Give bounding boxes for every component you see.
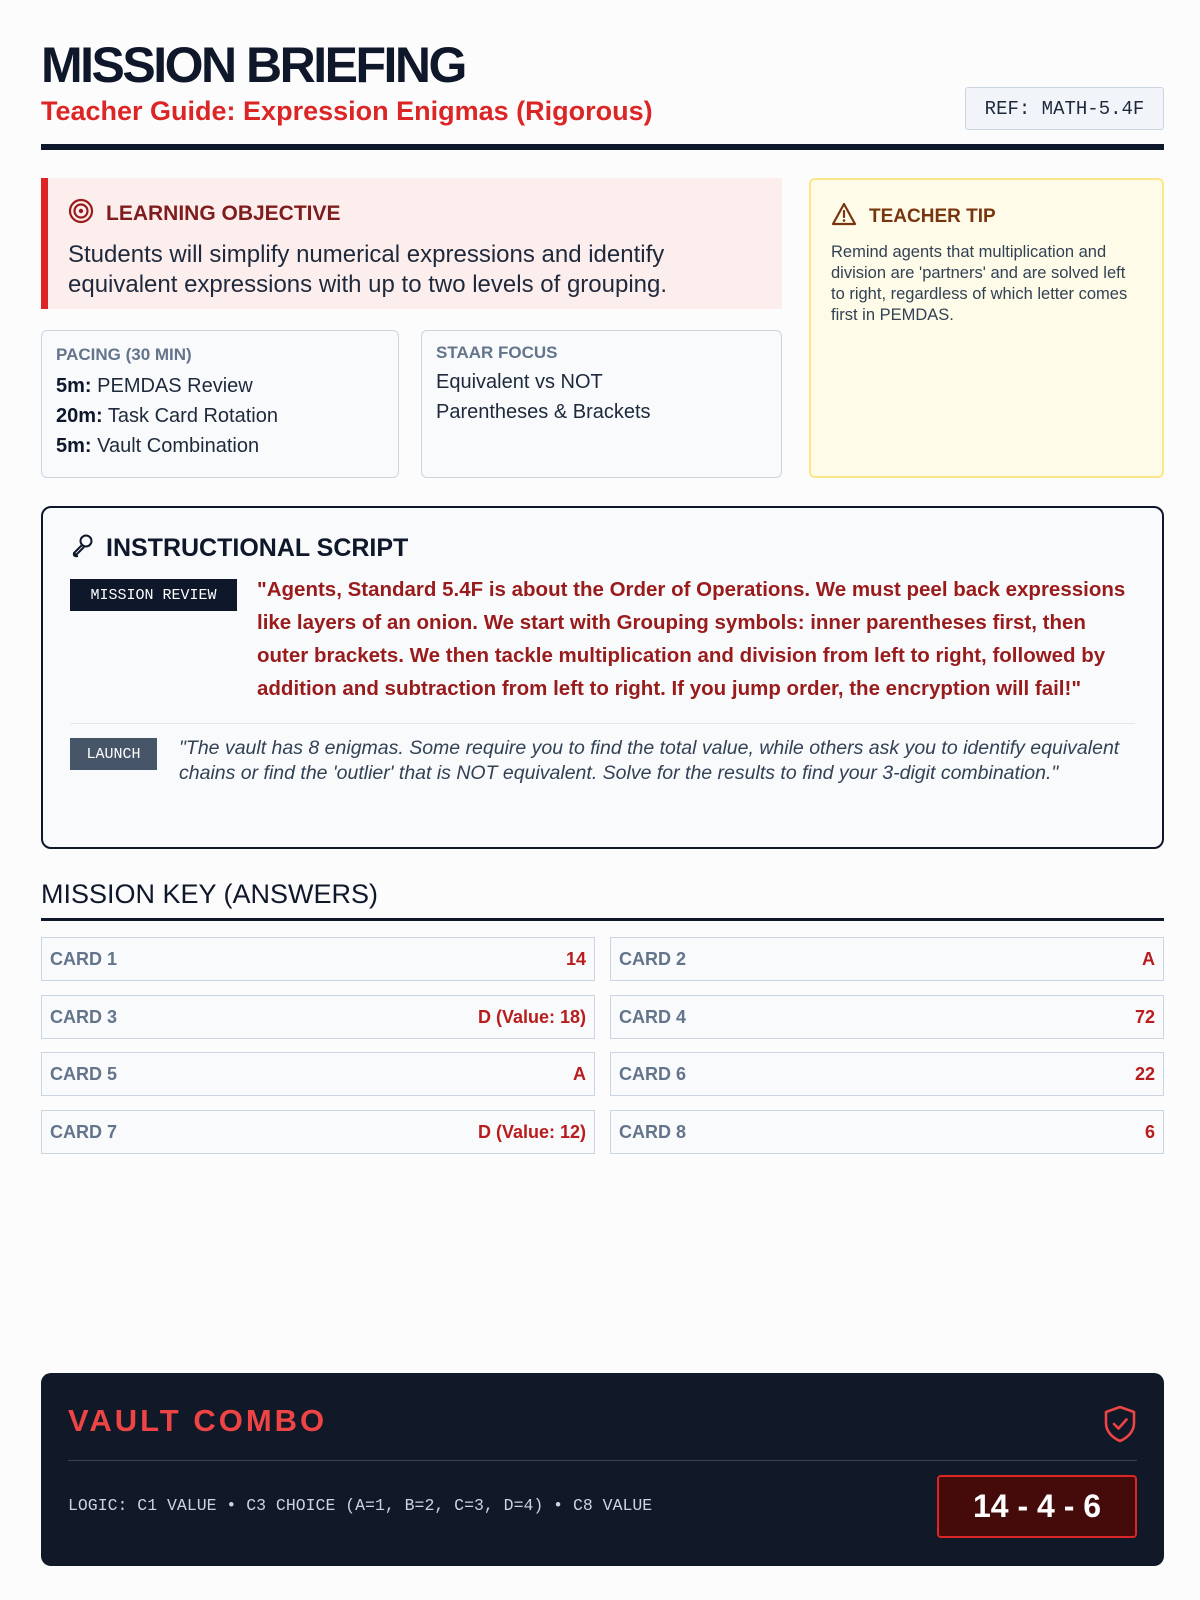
card-answer: 22 (1134, 1063, 1155, 1084)
page-subtitle: Teacher Guide: Expression Enigmas (Rigorous) (41, 96, 653, 126)
mission-key-divider (41, 918, 1164, 921)
card-answer: D (Value: 12) (477, 1121, 586, 1142)
card-name: CARD 5 (50, 1063, 118, 1084)
card-name: CARD 7 (50, 1121, 118, 1142)
mission-review-row (70, 579, 1135, 705)
staar-focus-item: Parentheses & Brackets (436, 401, 651, 423)
pacing-activity: PEMDAS Review (97, 375, 253, 397)
pacing-item (56, 371, 384, 401)
shield-check-icon (1103, 1405, 1137, 1448)
answer-row (610, 1110, 1164, 1154)
card-name: CARD 2 (619, 948, 687, 969)
card-name: CARD 4 (619, 1006, 687, 1027)
answer-row (41, 937, 595, 981)
answer-row (41, 995, 595, 1039)
teacher-tip-header (831, 202, 1142, 232)
mission-review-quote: "Agents, Standard 5.4F is about the Order of Operations. We must peel back expressions like layers of an onion. We start with Grouping symbols: inner parentheses first, then outer brackets. We then tackle multiplication and division from left to right, followed by addition and subtraction from left to right. If you jump order, the encryption will fail!" (257, 578, 1126, 700)
page-title: MISSION BRIEFING (41, 37, 465, 93)
mission-review-tag: MISSION REVIEW (70, 579, 237, 611)
pacing-label: PACING (30 MIN) (56, 345, 192, 364)
teacher-tip-label: TEACHER TIP (869, 206, 996, 227)
launch-quote: "The vault has 8 enigmas. Some require you to find the total value, while others ask you to identify equivalent chains or find the 'outlier' that is NOT equivalent. Solve for the results to find your 3-digit combination." (179, 737, 1120, 784)
pacing-time: 20m: (56, 405, 103, 427)
instructional-script-header (70, 532, 1135, 565)
answer-row (610, 937, 1164, 981)
target-icon (68, 198, 94, 230)
card-answer: 72 (1134, 1006, 1155, 1027)
teacher-tip-text: Remind agents that multiplication and division are 'partners' and are solved left to right, regardless of which letter comes first in PEMDAS. (831, 243, 1128, 324)
learning-objective-label: LEARNING OBJECTIVE (106, 202, 341, 225)
answer-row (41, 1052, 595, 1096)
staar-focus-panel (421, 330, 782, 478)
instructional-script-panel (41, 506, 1164, 849)
card-name: CARD 8 (619, 1121, 687, 1142)
launch-row (70, 738, 1135, 786)
card-name: CARD 6 (619, 1063, 687, 1084)
script-divider (70, 723, 1135, 724)
answer-row (610, 995, 1164, 1039)
card-answer: D (Value: 18) (477, 1006, 586, 1027)
learning-objective-panel (41, 178, 782, 309)
vault-logic-text: LOGIC: C1 VALUE • C3 CHOICE (A=1, B=2, C=3, D=4) • C8 VALUE (68, 1496, 653, 1515)
card-name: CARD 3 (50, 1006, 118, 1027)
pacing-time: 5m: (56, 435, 92, 457)
microphone-icon (70, 532, 96, 565)
pacing-item (56, 431, 384, 461)
learning-objective-header (68, 198, 762, 230)
answer-row (610, 1052, 1164, 1096)
mission-briefing-page (41, 0, 1164, 1600)
staar-focus-item: Equivalent vs NOT (436, 371, 603, 393)
warning-icon (831, 202, 857, 232)
card-answer: 6 (1144, 1121, 1155, 1142)
vault-divider (68, 1460, 1137, 1461)
staar-focus-label: STAAR FOCUS (436, 343, 558, 362)
pacing-panel (41, 330, 399, 478)
card-name: CARD 1 (50, 948, 118, 969)
reference-badge: REF: MATH-5.4F (965, 87, 1164, 130)
mission-key-title: MISSION KEY (ANSWERS) (41, 879, 379, 909)
vault-combination: 14 - 4 - 6 (937, 1475, 1137, 1538)
pacing-item (56, 401, 384, 431)
instructional-script-title: INSTRUCTIONAL SCRIPT (106, 534, 409, 562)
vault-combo-title: VAULT COMBO (68, 1403, 328, 1438)
teacher-tip-panel (809, 178, 1164, 478)
card-answer: 14 (565, 948, 586, 969)
learning-objective-text: Students will simplify numerical expressions and identify equivalent expressions with up to two levels of grouping. (68, 241, 668, 298)
launch-tag: LAUNCH (70, 738, 157, 770)
pacing-time: 5m: (56, 375, 92, 397)
vault-combo-panel (41, 1373, 1164, 1566)
header-divider (41, 144, 1164, 150)
answer-row (41, 1110, 595, 1154)
pacing-activity: Task Card Rotation (107, 405, 278, 427)
card-answer: A (1142, 948, 1155, 969)
card-answer: A (573, 1063, 586, 1084)
pacing-activity: Vault Combination (97, 435, 260, 457)
